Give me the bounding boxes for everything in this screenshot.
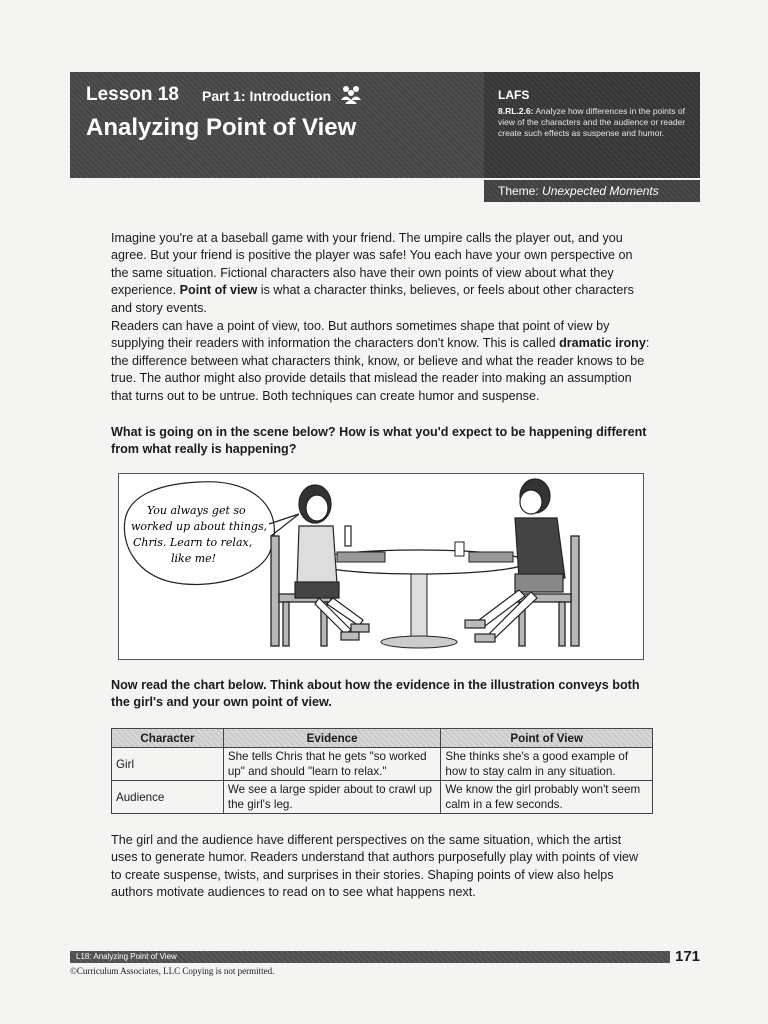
- point-of-view-chart: [111, 728, 653, 814]
- group-people-icon: [340, 84, 362, 104]
- col-header-character: Character: [112, 729, 224, 748]
- table-pedestal: [411, 574, 427, 640]
- table-base: [381, 636, 457, 648]
- theme-prefix: Theme:: [498, 184, 539, 198]
- col-header-evidence: Evidence: [223, 729, 441, 748]
- cell-evidence: We see a large spider about to crawl up the girl's leg.: [223, 781, 441, 814]
- standards-panel: [484, 72, 700, 178]
- page-number: 171: [675, 948, 701, 965]
- theme-bar: [484, 180, 700, 202]
- lafs-label: LAFS: [498, 88, 530, 102]
- col-header-point-of-view: Point of View: [441, 729, 653, 748]
- header-title-panel: [70, 72, 484, 178]
- page-title: Analyzing Point of View: [86, 114, 357, 141]
- chart-header-row: [112, 729, 653, 748]
- copyright-notice: ©Curriculum Associates, LLC Copying is not permitted.: [70, 966, 275, 976]
- closing-paragraph: The girl and the audience have different perspectives on the same situation, which the artist uses to generate humor. Readers understand that authors purposefully play with points of view to create suspense, twists, and surprises in their stories. Shaping points of view also helps authors motivate audiences to read on to see what happens next.: [111, 833, 639, 900]
- boy-tray: [469, 552, 513, 562]
- term-point-of-view: Point of view: [179, 283, 258, 298]
- intro-paragraph-1: [111, 230, 651, 317]
- lesson-part: Part 1: Introduction: [202, 88, 332, 104]
- standard-text: Analyze how differences in the points of view of the characters and the audience or reader create such effects as suspense and humor.: [498, 106, 686, 138]
- speech-line-4: like me!: [171, 552, 217, 565]
- speech-line-1: You always get so: [147, 504, 246, 517]
- cup: [455, 542, 464, 556]
- intro-p2-rest: : the difference between what characters think, know, or believe and what the reader knows to be true. The author might also provide details that mislead the reader into making an assumption that turns out to be untrue. Both techniques can create humor and suspense.: [111, 336, 650, 403]
- cell-point-of-view: We know the girl probably won't seem calm in a few seconds.: [441, 781, 653, 814]
- scene-question: What is going on in the scene below? How is what you'd expect to be happening different from what really is happening?: [111, 425, 647, 457]
- lesson-number: Lesson 18: [86, 84, 179, 105]
- cell-evidence: She tells Chris that he gets "so worked up" and should "learn to relax.": [223, 748, 441, 781]
- cell-character: Audience: [112, 781, 224, 814]
- speech-line-2: worked up about things,: [131, 520, 268, 533]
- speech-line-3: Chris. Learn to relax,: [133, 536, 253, 549]
- footer-lesson-label: L18: Analyzing Point of View: [76, 952, 177, 961]
- cell-character: Girl: [112, 748, 224, 781]
- chart-instruction: Now read the chart below. Think about how the evidence in the illustration conveys both the girl's and your own point of view.: [111, 678, 640, 710]
- standard-code: 8.RL.2.6:: [498, 106, 534, 116]
- standard-description: [498, 106, 690, 139]
- theme-name: Unexpected Moments: [542, 184, 659, 198]
- table-row: [112, 748, 653, 781]
- intro-p2-text: Readers can have a point of view, too. But authors sometimes shape that point of view by supplying their readers with information the characters don't know. This is called: [111, 319, 610, 351]
- table-row: [112, 781, 653, 814]
- intro-p1-definition: is what a character thinks, believes, or feels about other characters and story events.: [111, 283, 634, 315]
- term-dramatic-irony: dramatic irony: [559, 336, 646, 351]
- girl-tray: [337, 552, 385, 562]
- lesson-header: [70, 72, 700, 178]
- cafeteria-scene: [119, 474, 643, 659]
- intro-paragraph-2: [111, 318, 651, 405]
- scene-illustration: [118, 473, 644, 660]
- intro-p1-text: Imagine you're at a baseball game with your friend. The umpire calls the player out, and you agree. But your friend is positive the player was safe! You each have your own perspective on the same situation. Fictional characters also have their own points of view about what they experience.: [111, 231, 633, 298]
- cell-point-of-view: She thinks she's a good example of how to stay calm in any situation.: [441, 748, 653, 781]
